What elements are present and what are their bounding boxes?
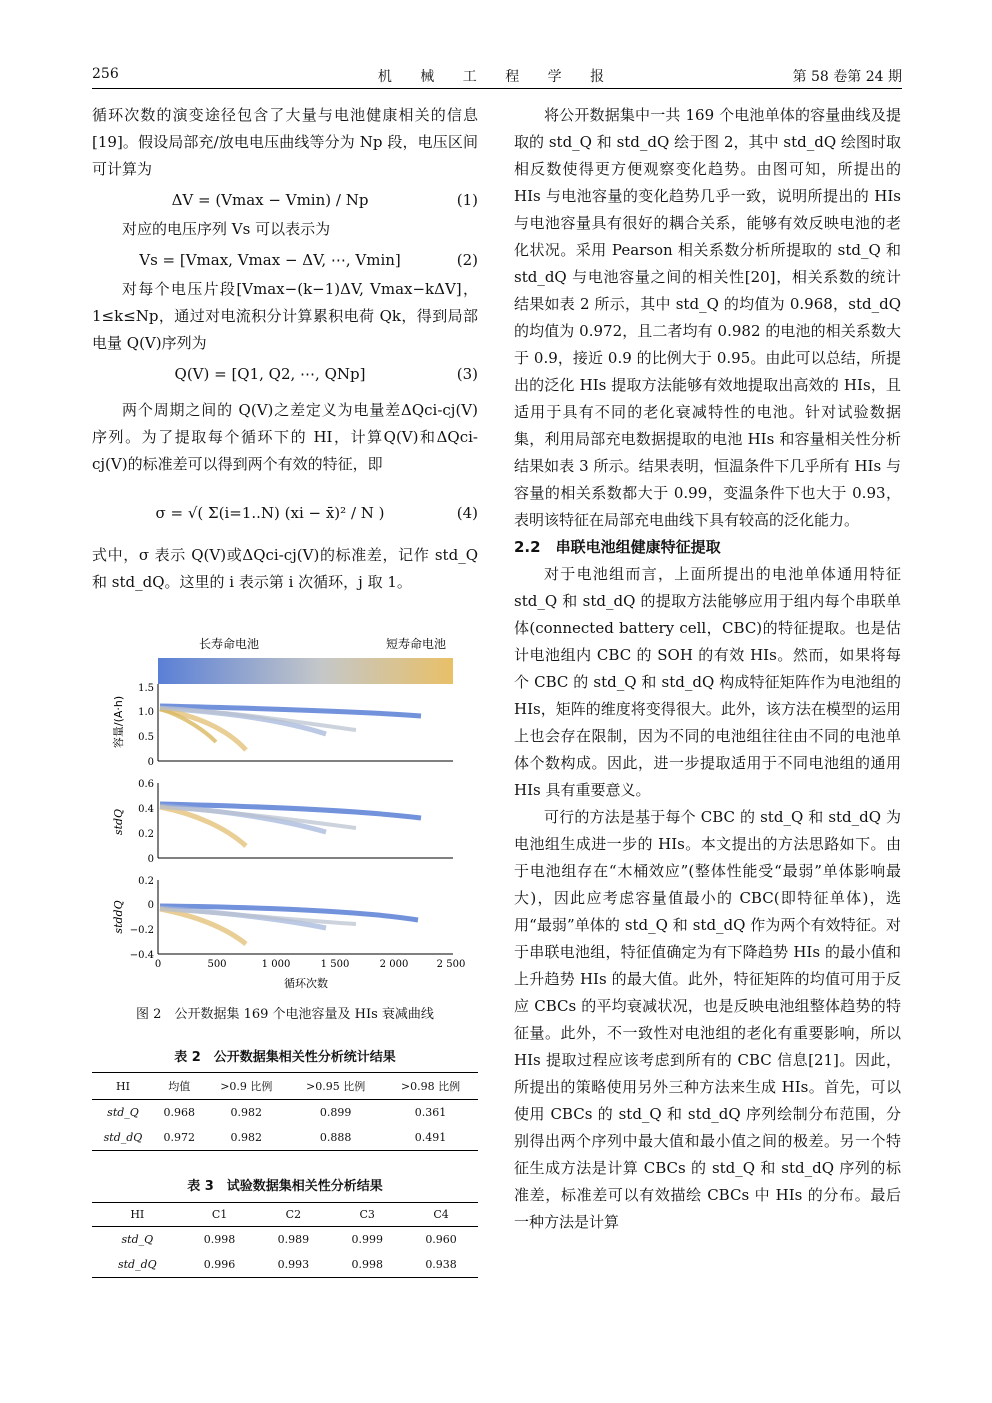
y-tick: 0.5 <box>138 732 154 743</box>
panel-capacity <box>111 683 453 768</box>
x-tick: 2 500 <box>436 959 466 970</box>
paragraph: 式中，σ 表示 Q(V)或ΔQci-cj(V)的标准差，记作 std_Q 和 std_dQ。这里的 i 表示第 i 次循环，j 取 1。 <box>92 546 478 591</box>
y-tick: 0 <box>147 900 154 911</box>
y-tick: −0.2 <box>129 925 154 936</box>
y-axis-label: 容量/(A·h) <box>112 695 125 749</box>
page-number: 256 <box>92 66 119 82</box>
section-heading: 2.2 串联电池组健康特征提取 <box>514 538 721 556</box>
page-header <box>92 62 902 89</box>
table-3 <box>92 1202 478 1278</box>
table-2 <box>92 1072 478 1151</box>
figure-caption: 图 2 公开数据集 169 个电池容量及 HIs 衰减曲线 <box>136 1007 434 1022</box>
table-header: C2 <box>256 1203 330 1227</box>
paragraph: 可行的方法是基于每个 CBC 的 std_Q 和 std_dQ 为电池组生成进一步的 HIs。本文提出的方法思路如下。由于电池组存在“木桶效应”(整体性能受“最弱”单体影响最大)，因此应考虑容量值最小的 CBC(即特征单体)，选用“最弱”单体的 std_Q 和 std_dQ 作为两个有效特征。对于串联电池组，特征值确定为有下降趋势 HIs 的最小值和上升趋势 HIs 的最大值。此外，特征矩阵的均值可用于反应 CBCs 的平均衰减状况，也是反映电池组整体趋势的特征量。此外，不一致性对电池组的老化有重要影响，所以 HIs 提取过程应该考虑到所有的 CBC 信息[21]。因此，所提出的策略使用另外三种方法来生成 HIs。首先，可以使用 CBCs 的 std_Q 和 std_dQ 序列绘制分布范围，分别得出两个序列中最大值和最小值之间的极差。另一个特征生成方法是计算 CBCs 的 std_Q 和 std_dQ 序列的标准差，标准差可以有效描绘 CBCs 中 HIs 的分布。最后一种方法是计算 <box>514 808 901 1231</box>
y-tick: 1.5 <box>138 683 154 694</box>
legend-short-life: 短寿命电池 <box>386 637 447 651</box>
table-row: std_Q 0.998 0.989 0.999 0.960 <box>121 1233 457 1246</box>
table-header: >0.9 比例 <box>204 1073 288 1100</box>
table-header: C3 <box>330 1203 404 1227</box>
y-tick: 0.6 <box>138 779 154 790</box>
table-header: C4 <box>404 1203 478 1227</box>
y-axis-label: stdQ <box>112 808 125 836</box>
paragraph: 两个周期之间的 Q(V)之差定义为电量差ΔQci-cj(V)序列。为了提取每个循环下的 HI，计算Q(V)和ΔQci-cj(V)的标准差可以得到两个有效的特征，即 <box>92 401 478 473</box>
table-header: 均值 <box>154 1073 204 1100</box>
table-2-caption: 表 2 公开数据集相关性分析统计结果 <box>174 1050 396 1065</box>
paragraph: 对应的电压序列 Vs 可以表示为 <box>122 220 331 238</box>
table-header: HI <box>92 1073 154 1100</box>
y-tick: 0 <box>147 854 154 865</box>
colorbar <box>158 658 453 684</box>
equation-1: ΔV = (Vmax − Vmin) / Np (1) <box>171 191 478 209</box>
legend-long-life: 长寿命电池 <box>199 637 260 651</box>
journal-title: 机 械 工 程 学 报 <box>377 69 617 85</box>
y-tick: 0 <box>147 757 154 768</box>
y-tick: 0.4 <box>138 804 154 815</box>
x-tick: 500 <box>207 959 227 970</box>
table-header: HI <box>92 1203 183 1227</box>
y-tick: −0.4 <box>129 950 154 961</box>
figure-2 <box>96 632 480 992</box>
figure-plot <box>96 632 480 992</box>
x-tick: 1 000 <box>261 959 291 970</box>
table-header: >0.95 比例 <box>288 1073 383 1100</box>
panel-stddQ <box>112 876 465 990</box>
paragraph: 对每个电压片段[Vmax−(k−1)ΔV, Vmax−kΔV]，1≤k≤Np，通过对电流积分计算累积电荷 Qk，得到局部电量 Q(V)序列为 <box>92 280 478 352</box>
y-axis-label: stddQ <box>112 900 125 934</box>
equation-4: σ = √( Σ(i=1..N) (xi − x̄)² / N ) (4) <box>155 504 478 522</box>
panel-stdQ <box>112 779 453 865</box>
x-axis-label: 循环次数 <box>284 977 328 990</box>
table-header: >0.98 比例 <box>383 1073 478 1100</box>
table-row: std_dQ 0.996 0.993 0.998 0.938 <box>92 1252 478 1278</box>
y-tick: 0.2 <box>138 876 154 887</box>
volume-info: 第 58 卷第 24 期 <box>792 69 902 85</box>
equation-2: Vs = [Vmax, Vmax − ΔV, ⋯, Vmin] (2) <box>139 251 478 269</box>
paragraph: 将公开数据集中一共 169 个电池单体的容量曲线及提取的 std_Q 和 std_dQ 绘于图 2，其中 std_dQ 绘图时取相反数使得更方便观察变化趋势。由图可知，所提出的 HIs 与电池容量的变化趋势几乎一致，说明所提出的 HIs 与电池容量具有很好的耦合关系，能够有效反映电池的老化状况。采用 Pearson 相关系数分析所提取的 std_Q 和 std_dQ 与电池容量之间的相关性[20]，相关系数的统计结果如表 2 所示，其中 std_Q 的均值为 0.968，std_dQ 的均值为 0.972，且二者均有 0.982 的电池的相关系数大于 0.9，接近 0.9 的比例大于 0.95。由此可以总结，所提出的泛化 HIs 提取方法能够有效地提取出高效的 HIs，且适用于具有不同的老化衰减特性的电池。针对试验数据集，利用局部充电数据提取的电池 HIs 和容量相关性分析结果如表 3 所示。结果表明，恒温条件下几乎所有 HIs 与容量的相关系数都大于 0.99，变温条件下也大于 0.93，表明该特征在局部充电曲线下具有较高的泛化能力。 <box>514 106 901 529</box>
table-3-caption: 表 3 试验数据集相关性分析结果 <box>187 1179 383 1194</box>
table-header: C1 <box>183 1203 257 1227</box>
x-tick: 1 500 <box>320 959 350 970</box>
left-column <box>92 102 478 596</box>
equation-3: Q(V) = [Q1, Q2, ⋯, QNp] (3) <box>174 365 478 383</box>
y-tick: 1.0 <box>138 707 154 718</box>
x-tick: 2 000 <box>379 959 409 970</box>
y-tick: 0.2 <box>138 829 154 840</box>
table-row: std_dQ 0.972 0.982 0.888 0.491 <box>92 1125 478 1151</box>
paragraph: 对于电池组而言，上面所提出的电池单体通用特征 std_Q 和 std_dQ 的提取方法能够应用于组内每个串联单体(connected battery cell，CBC)的特征提取。也是估计电池组内 CBC 的 SOH 的有效 HIs。然而，如果将每个 CBC 的 std_Q 和 std_dQ 构成特征矩阵作为电池组的 HIs，矩阵的维度将变得很大。此外，该方法在模型的运用上也会存在限制，因为不同的电池组往往由不同的电池单体个数构成。因此，进一步提取适用于不同电池组的通用 HIs 具有重要意义。 <box>514 565 901 799</box>
x-tick: 0 <box>154 959 162 970</box>
paragraph: 循环次数的演变途径包含了大量与电池健康相关的信息[19]。假设局部充/放电电压曲线等分为 Np 段，电压区间可计算为 <box>92 106 478 178</box>
table-row: std_Q 0.968 0.982 0.899 0.361 <box>107 1106 447 1119</box>
right-column <box>514 102 901 1236</box>
